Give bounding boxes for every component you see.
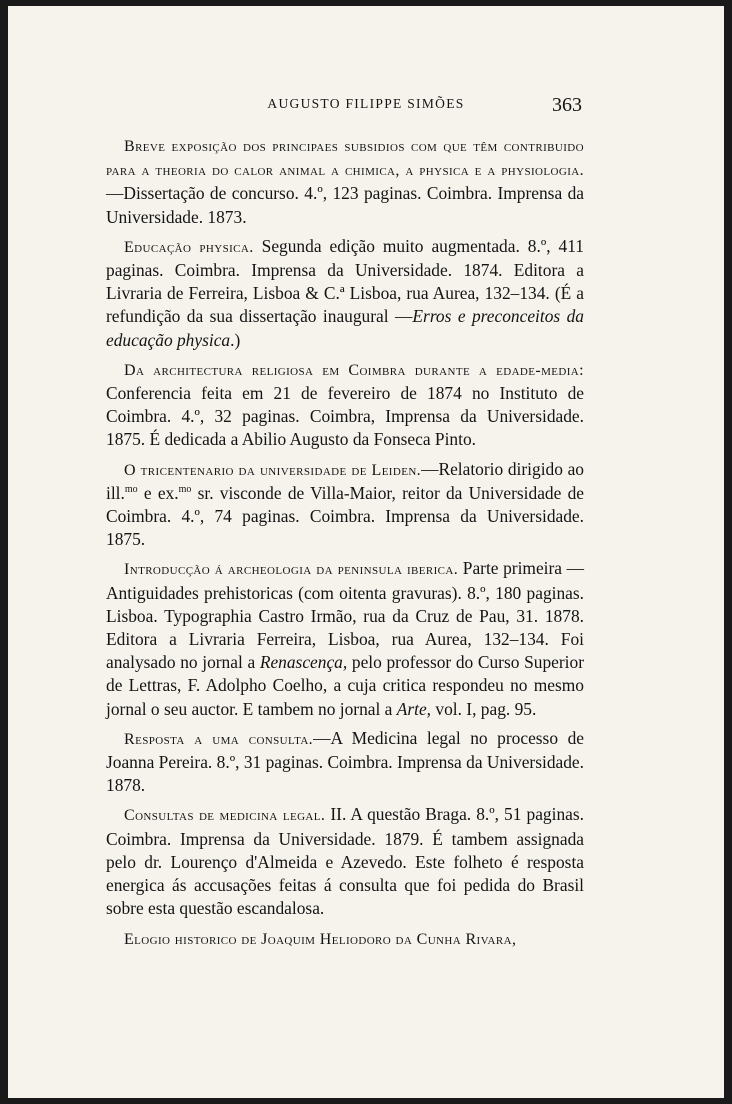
bibliography-entry [106,458,584,552]
entry-text: —Relatorio dirigido ao ill. [106,458,584,503]
bibliography-list [106,134,584,951]
bibliography-entry [106,803,584,920]
running-head: AUGUSTO FILIPPE SIMÕES [267,96,465,111]
bibliography-entry [106,134,584,229]
entry-title: Introducção á archeologia da peninsula iberica. [124,561,459,579]
entry-text: II. A questão Braga. 8.º, 51 paginas. Coimbra. Imprensa da Universidade. 1879. É tambem assignada pelo dr. Lourenço d'Almeida e Azevedo. Este folheto é resposta energica ás accusações feitas á consulta que foi pedida do Brasil sobre esta questão escandalosa. [106,804,584,919]
entry-title: Resposta a uma consulta. [124,730,314,748]
bibliography-entry [106,235,584,352]
entry-title: Elogio historico de Joaquim Heliodoro da Cunha Rivara, [124,930,517,948]
entry-text: Parte primeira — Antiguidades prehistoricas (com oitenta gravuras). 8.º, 180 paginas. Lisboa. Typographia Castro Irmão, rua da Cruz de Pau, 31. 1878. Editora a Livraria Ferreira, Lisboa, rua Aurea, 132–134. Foi analysado no jornal a [106,558,584,673]
entry-italic-text: Arte, [396,698,432,719]
entry-text: Segunda edição muito augmentada. 8.º, 411 paginas. Coimbra. Imprensa da Universidade. 1874. Editora a Livraria de Ferreira, Lisboa & C.ª Lisboa, rua Aurea, 132–134. (É a refundição da sua dissertação inaugural — [106,235,584,327]
entry-italic-text: Renascença, [259,652,348,673]
entry-title: Breve exposição dos principaes subsidios com que têm contribuido para a theoria do calor animal a chimica, a physica e a physiologia. [106,138,584,180]
entry-text: sr. visconde de Villa-Maior, reitor da Universidade de Coimbra. 4.º, 74 paginas. Coimbra. Imprensa da Universidade. 1875. [106,482,584,550]
entry-text: .) [230,329,241,350]
superscript: mo [124,484,138,496]
entry-italic-text: Erros e preconceitos da educação physica [106,306,584,350]
page-number: 363 [552,94,582,116]
entry-title: O tricentenario da universidade de Leiden. [124,461,422,479]
page-header [8,94,724,122]
entry-text: —Dissertação de concurso. 4.º, 123 paginas. Coimbra. Imprensa da Universidade. 1873. [106,183,584,227]
entry-title: Consultas de medicina legal. [124,807,326,825]
entry-title: Da architectura religiosa em Coimbra durante a edade-media: [124,361,584,379]
entry-title: Educação physica. [124,238,254,256]
entry-text: Conferencia feita em 21 de fevereiro de 1874 no Instituto de Coimbra. 4.º, 32 paginas. Coimbra, Imprensa da Universidade. 1875. É dedicada a Abilio Augusto da Fonseca Pinto. [106,383,584,450]
bibliography-entry [106,727,584,798]
entry-text: pelo professor do Curso Superior de Lettras, F. Adolpho Coelho, a cuja critica respondeu no mesmo jornal o seu auctor. E tambem no jornal a [106,652,584,719]
entry-text: —A Medicina legal no processo de Joanna Pereira. 8.º, 31 paginas. Coimbra. Imprensa da Universidade. 1878. [106,727,584,796]
bibliography-entry [106,557,584,720]
entry-text: e ex. [137,482,179,503]
book-page [8,6,724,1098]
superscript: mo [178,484,192,496]
bibliography-entry-start [106,927,584,951]
bibliography-entry [106,358,584,452]
entry-text: vol. I, pag. 95. [431,698,537,719]
